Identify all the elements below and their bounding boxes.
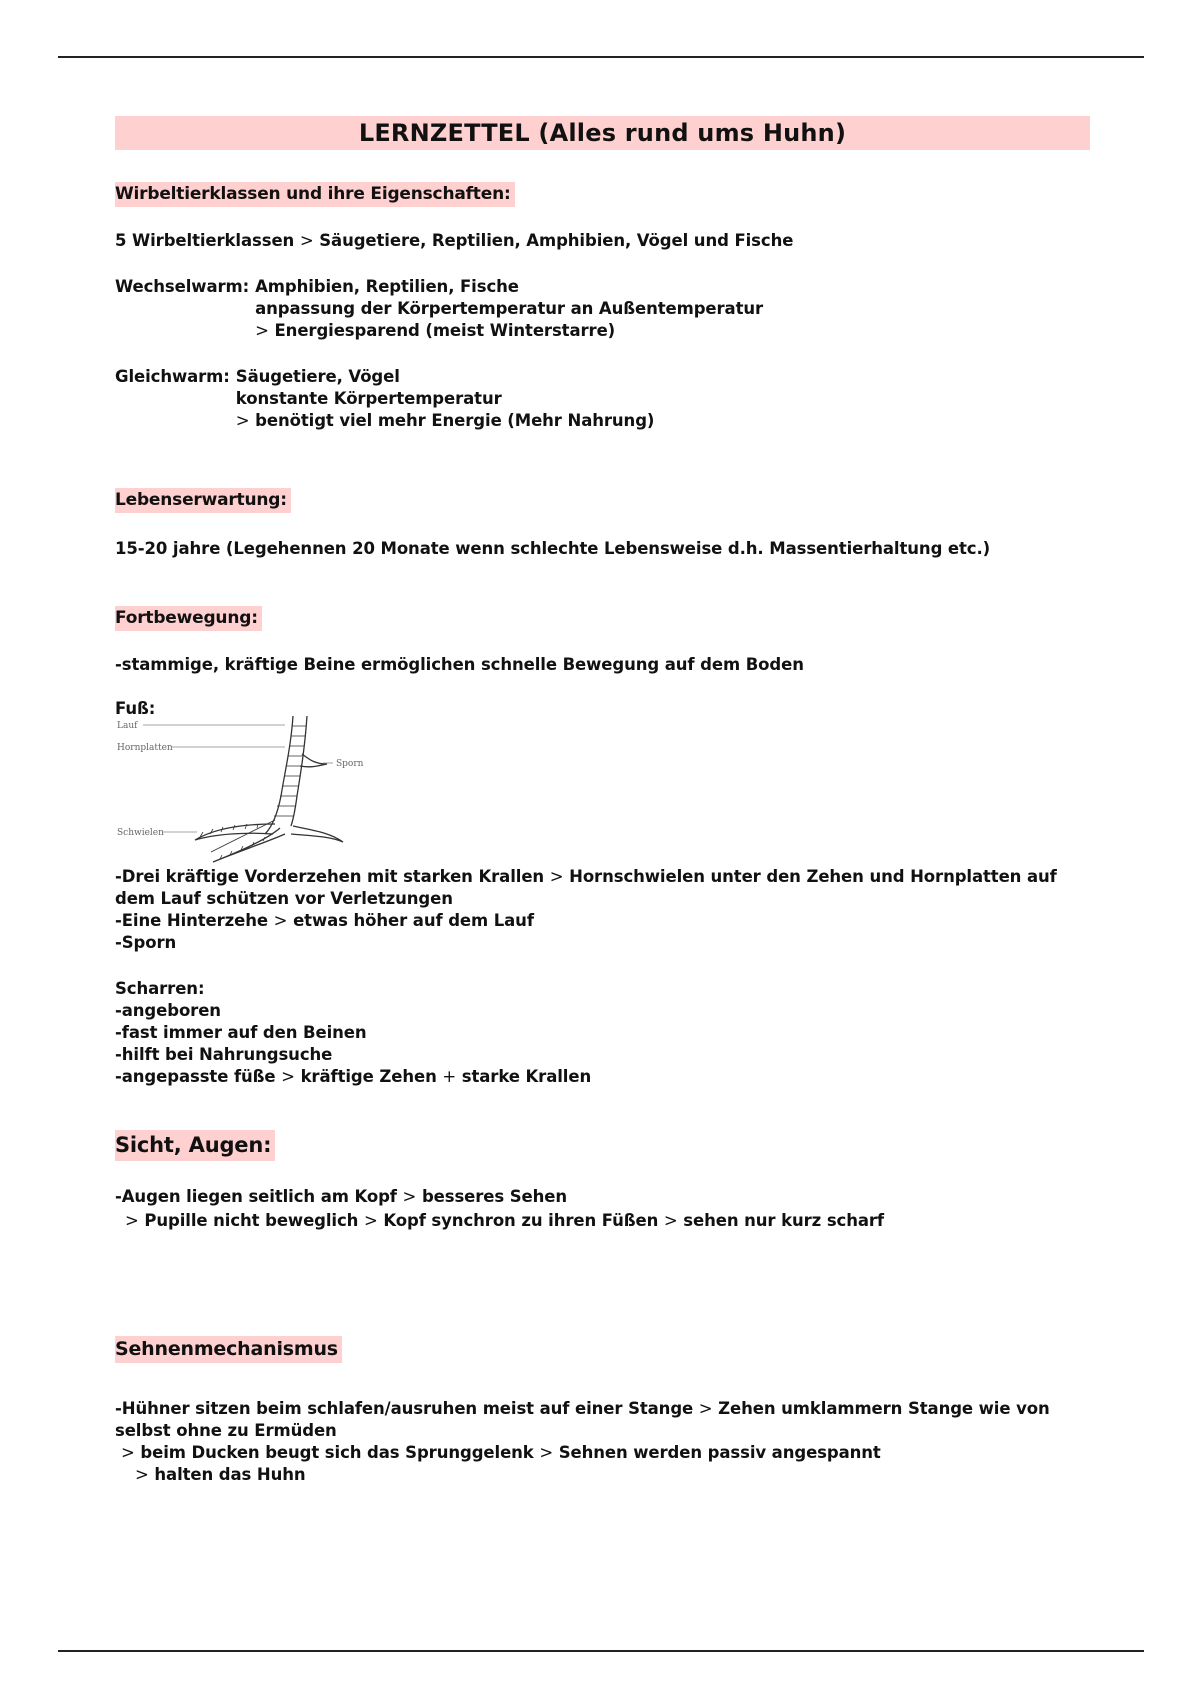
scharren-line: -fast immer auf den Beinen [115,1023,367,1042]
section-fortbewegung [115,606,262,631]
klassen-line [115,230,793,252]
figure-label-hornplatten: Hornplatten [117,743,173,753]
sehnen-line-2: > beim Ducken beugt sich das Sprunggelenk > Sehnen werden passiv angespannt [121,1443,881,1462]
seitlich-bold: seitlich am Kopf [248,1187,397,1206]
ohne-ermueden-bold: ohne zu Ermüden [176,1421,337,1440]
sehnen-line-3: > halten das Huhn [135,1465,306,1484]
scharren-line: -hilft bei Nahrungsuche [115,1045,333,1064]
arrow-symbol: > [539,1443,554,1462]
section-sehnenmechanismus [115,1336,342,1363]
heading-lebenserwartung: Lebenserwartung: [115,488,291,513]
bottom-rule [58,1650,1144,1652]
arrow-symbol: > [698,1399,713,1418]
fortbewegung-line: -stammige, kräftige Beine ermöglichen schnelle Bewegung auf dem Boden [115,655,804,674]
arrow-symbol: > [281,1067,295,1086]
drei-zehen-paragraph: -Drei kräftige Vorderzehen mit starken Krallen > Hornschwielen unter den Zehen und Hornplatten auf dem Lauf schützen vor Verletzungen [115,867,1057,908]
gleichwarm-label: Gleichwarm: [115,367,230,386]
heading-sehnenmechanismus: Sehnenmechanismus [115,1336,342,1363]
page-title: LERNZETTEL (Alles rund ums Huhn) [115,116,1090,150]
augen-line-2: > Pupille nicht beweglich > Kopf synchron zu ihren Füßen > sehen nur kurz scharf [125,1211,885,1230]
arrow-symbol: > [549,867,564,886]
gleichwarm-block [115,366,654,432]
arrow-symbol: > [363,1211,378,1230]
arrow-symbol: > [255,321,269,340]
klassen-label: 5 Wirbeltierklassen [115,231,295,250]
scharren-label: Scharren: [115,979,205,998]
scharren-line: -angepasste füße > kräftige Zehen + starke Krallen [115,1067,592,1086]
wechselwarm-block [115,276,763,342]
gleichwarm-line: Säugetiere, Vögel [235,367,400,386]
scharren-line: -angeboren [115,1001,221,1020]
figure-label-schwielen: Schwielen [117,828,164,838]
heading-sicht-augen: Sicht, Augen: [115,1130,275,1161]
top-rule [58,56,1144,58]
plus-symbol: + [442,1067,457,1086]
arrow-symbol: > [402,1187,417,1206]
wechselwarm-label: Wechselwarm: [115,277,250,296]
section-sicht-augen [115,1130,275,1161]
sehnen-line-1: -Hühner sitzen beim schlafen/ausruhen meist auf einer Stange > Zehen umklammern Stange wie von selbst ohne zu Ermüden [115,1399,1050,1440]
augen-line-1: -Augen liegen seitlich am Kopf > besseres Sehen [115,1187,568,1206]
heading-fortbewegung: Fortbewegung: [115,606,262,631]
arrow-symbol: > [121,1443,135,1462]
gleichwarm-line: konstante Körpertemperatur [235,389,502,408]
arrow-symbol: > [663,1211,678,1230]
heading-wirbeltierklassen: Wirbeltierklassen und ihre Eigenschaften: [115,182,515,207]
sporn-line: -Sporn [115,933,177,952]
arrow-symbol: > [299,231,314,250]
hinterzehe-bold: -Eine Hinterzehe [115,911,269,930]
gleichwarm-line: > benötigt viel mehr Energie (Mehr Nahrung) [235,411,655,430]
arrow-symbol: > [273,911,288,930]
wechselwarm-line: Amphibien, Reptilien, Fische [255,277,519,296]
figure-label-sporn: Sporn [336,759,364,769]
wechselwarm-line: anpassung der Körpertemperatur an Außentemperatur [255,299,764,318]
klassen-text: Säugetiere, Reptilien, Amphibien, Vögel und Fische [319,231,794,250]
lebenserwartung-line: 15-20 jahre (Legehennen 20 Monate wenn schlechte Lebensweise d.h. Massentierhaltung etc.) [115,539,991,558]
chicken-foot-figure [115,716,385,864]
section-lebenserwartung [115,488,291,513]
wechselwarm-line: > Energiesparend (meist Winterstarre) [255,321,616,340]
arrow-symbol: > [135,1465,149,1484]
fuss-label: Fuß: [115,699,156,718]
arrow-symbol: > [235,411,250,430]
drei-bold: -Drei [115,867,161,886]
section-wirbeltierklassen [115,182,515,207]
nicht-beweglich-bold: nicht beweglich [213,1211,359,1230]
figure-label-lauf: Lauf [117,721,138,731]
scharren-block [115,978,591,1088]
legehennen-bold: Legehennen 20 Monate [233,539,450,558]
arrow-symbol: > [125,1211,139,1230]
hinterzehe-line: -Eine Hinterzehe > etwas höher auf dem Lauf [115,911,534,930]
chicken-foot-drawing [115,716,385,864]
